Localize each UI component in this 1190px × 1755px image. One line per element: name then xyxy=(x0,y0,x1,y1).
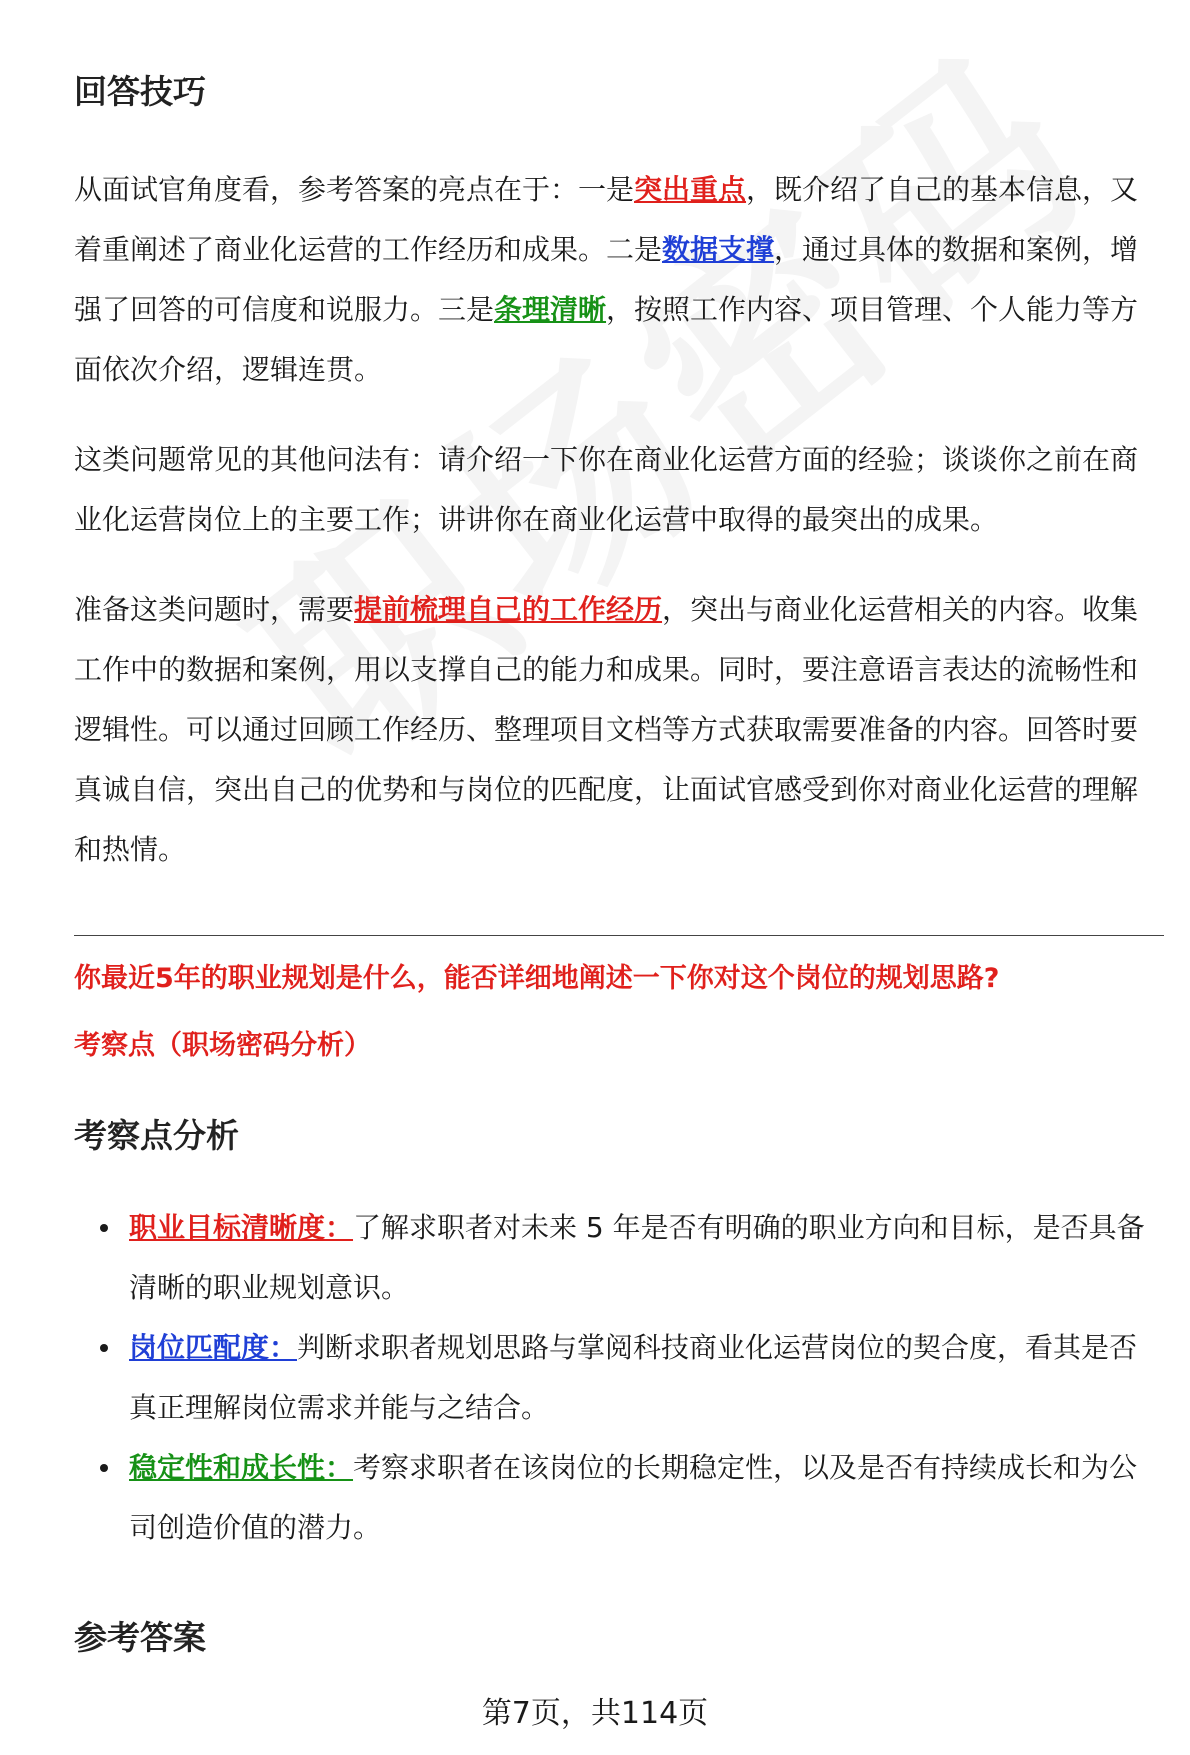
list-item-text: 判断求职者规划思路与掌阅科技商业化运营岗位的契合度，看其是否真正理解岗位需求并能与之结合。 xyxy=(129,1331,1138,1424)
highlight-prepare: 提前梳理自己的工作经历 xyxy=(354,593,663,626)
list-item xyxy=(74,1438,1164,1558)
list-item-text: 考察求职者在该岗位的长期稳定性，以及是否有持续成长和为公司创造价值的潜力。 xyxy=(129,1451,1138,1544)
list-item-key: 稳定性和成长性： xyxy=(129,1451,354,1484)
analysis-list xyxy=(74,1198,1164,1558)
bullet-icon xyxy=(100,1464,108,1472)
highlight-structure: 条理清晰 xyxy=(494,293,607,326)
text-run: ，突出与商业化运营相关的内容。收集工作中的数据和案例，用以支撑自己的能力和成果。同时，要注意语言表达的流畅性和逻辑性。可以通过回顾工作经历、整理项目文档等方式获取需要准备的内容。回答时要真诚自信，突出自己的优势和与岗位的匹配度，让面试官感受到你对商业化运营的理解和热情。 xyxy=(74,593,1139,866)
page-number: 第7页，共114页 xyxy=(481,1696,709,1731)
list-item-key: 岗位匹配度： xyxy=(129,1331,298,1364)
text-run: 从面试官角度看，参考答案的亮点在于：一是 xyxy=(74,173,635,206)
interview-question: 你最近5年的职业规划是什么，能否详细地阐述一下你对这个岗位的规划思路? xyxy=(74,963,1000,994)
list-item xyxy=(74,1318,1164,1438)
section-title-answer: 参考答案 xyxy=(74,1618,206,1657)
text-run: ，按照工作内容、项目管理、个人能力等方面依次介绍，逻辑连贯。 xyxy=(74,293,1139,386)
text-run: ，既介绍了自己的基本信息，又着重阐述了商业化运营的工作经历和成果。二是 xyxy=(74,173,1139,266)
highlight-focus: 突出重点 xyxy=(634,173,747,206)
highlight-data: 数据支撑 xyxy=(662,233,775,266)
text-run: 准备这类问题时，需要 xyxy=(74,593,355,626)
tips-paragraph-2: 这类问题常见的其他问法有：请介绍一下你在商业化运营方面的经验；谈谈你之前在商业化运营岗位上的主要工作；讲讲你在商业化运营中取得的最突出的成果。 xyxy=(74,443,1139,536)
bullet-icon xyxy=(100,1344,108,1352)
section-title-analysis: 考察点分析 xyxy=(74,1116,239,1155)
tips-paragraph-1 xyxy=(74,160,1164,400)
section-divider xyxy=(74,935,1164,936)
list-item xyxy=(74,1198,1164,1318)
examination-point-label: 考察点（职场密码分析） xyxy=(74,1030,371,1061)
section-title-tips: 回答技巧 xyxy=(74,72,206,111)
list-item-text: 了解求职者对未来 5 年是否有明确的职业方向和目标，是否具备清晰的职业规划意识。 xyxy=(129,1211,1145,1304)
list-item-key: 职业目标清晰度： xyxy=(129,1211,354,1244)
tips-paragraph-3 xyxy=(74,580,1164,880)
text-run: ，通过具体的数据和案例，增强了回答的可信度和说服力。三是 xyxy=(74,233,1139,326)
bullet-icon xyxy=(100,1224,108,1232)
